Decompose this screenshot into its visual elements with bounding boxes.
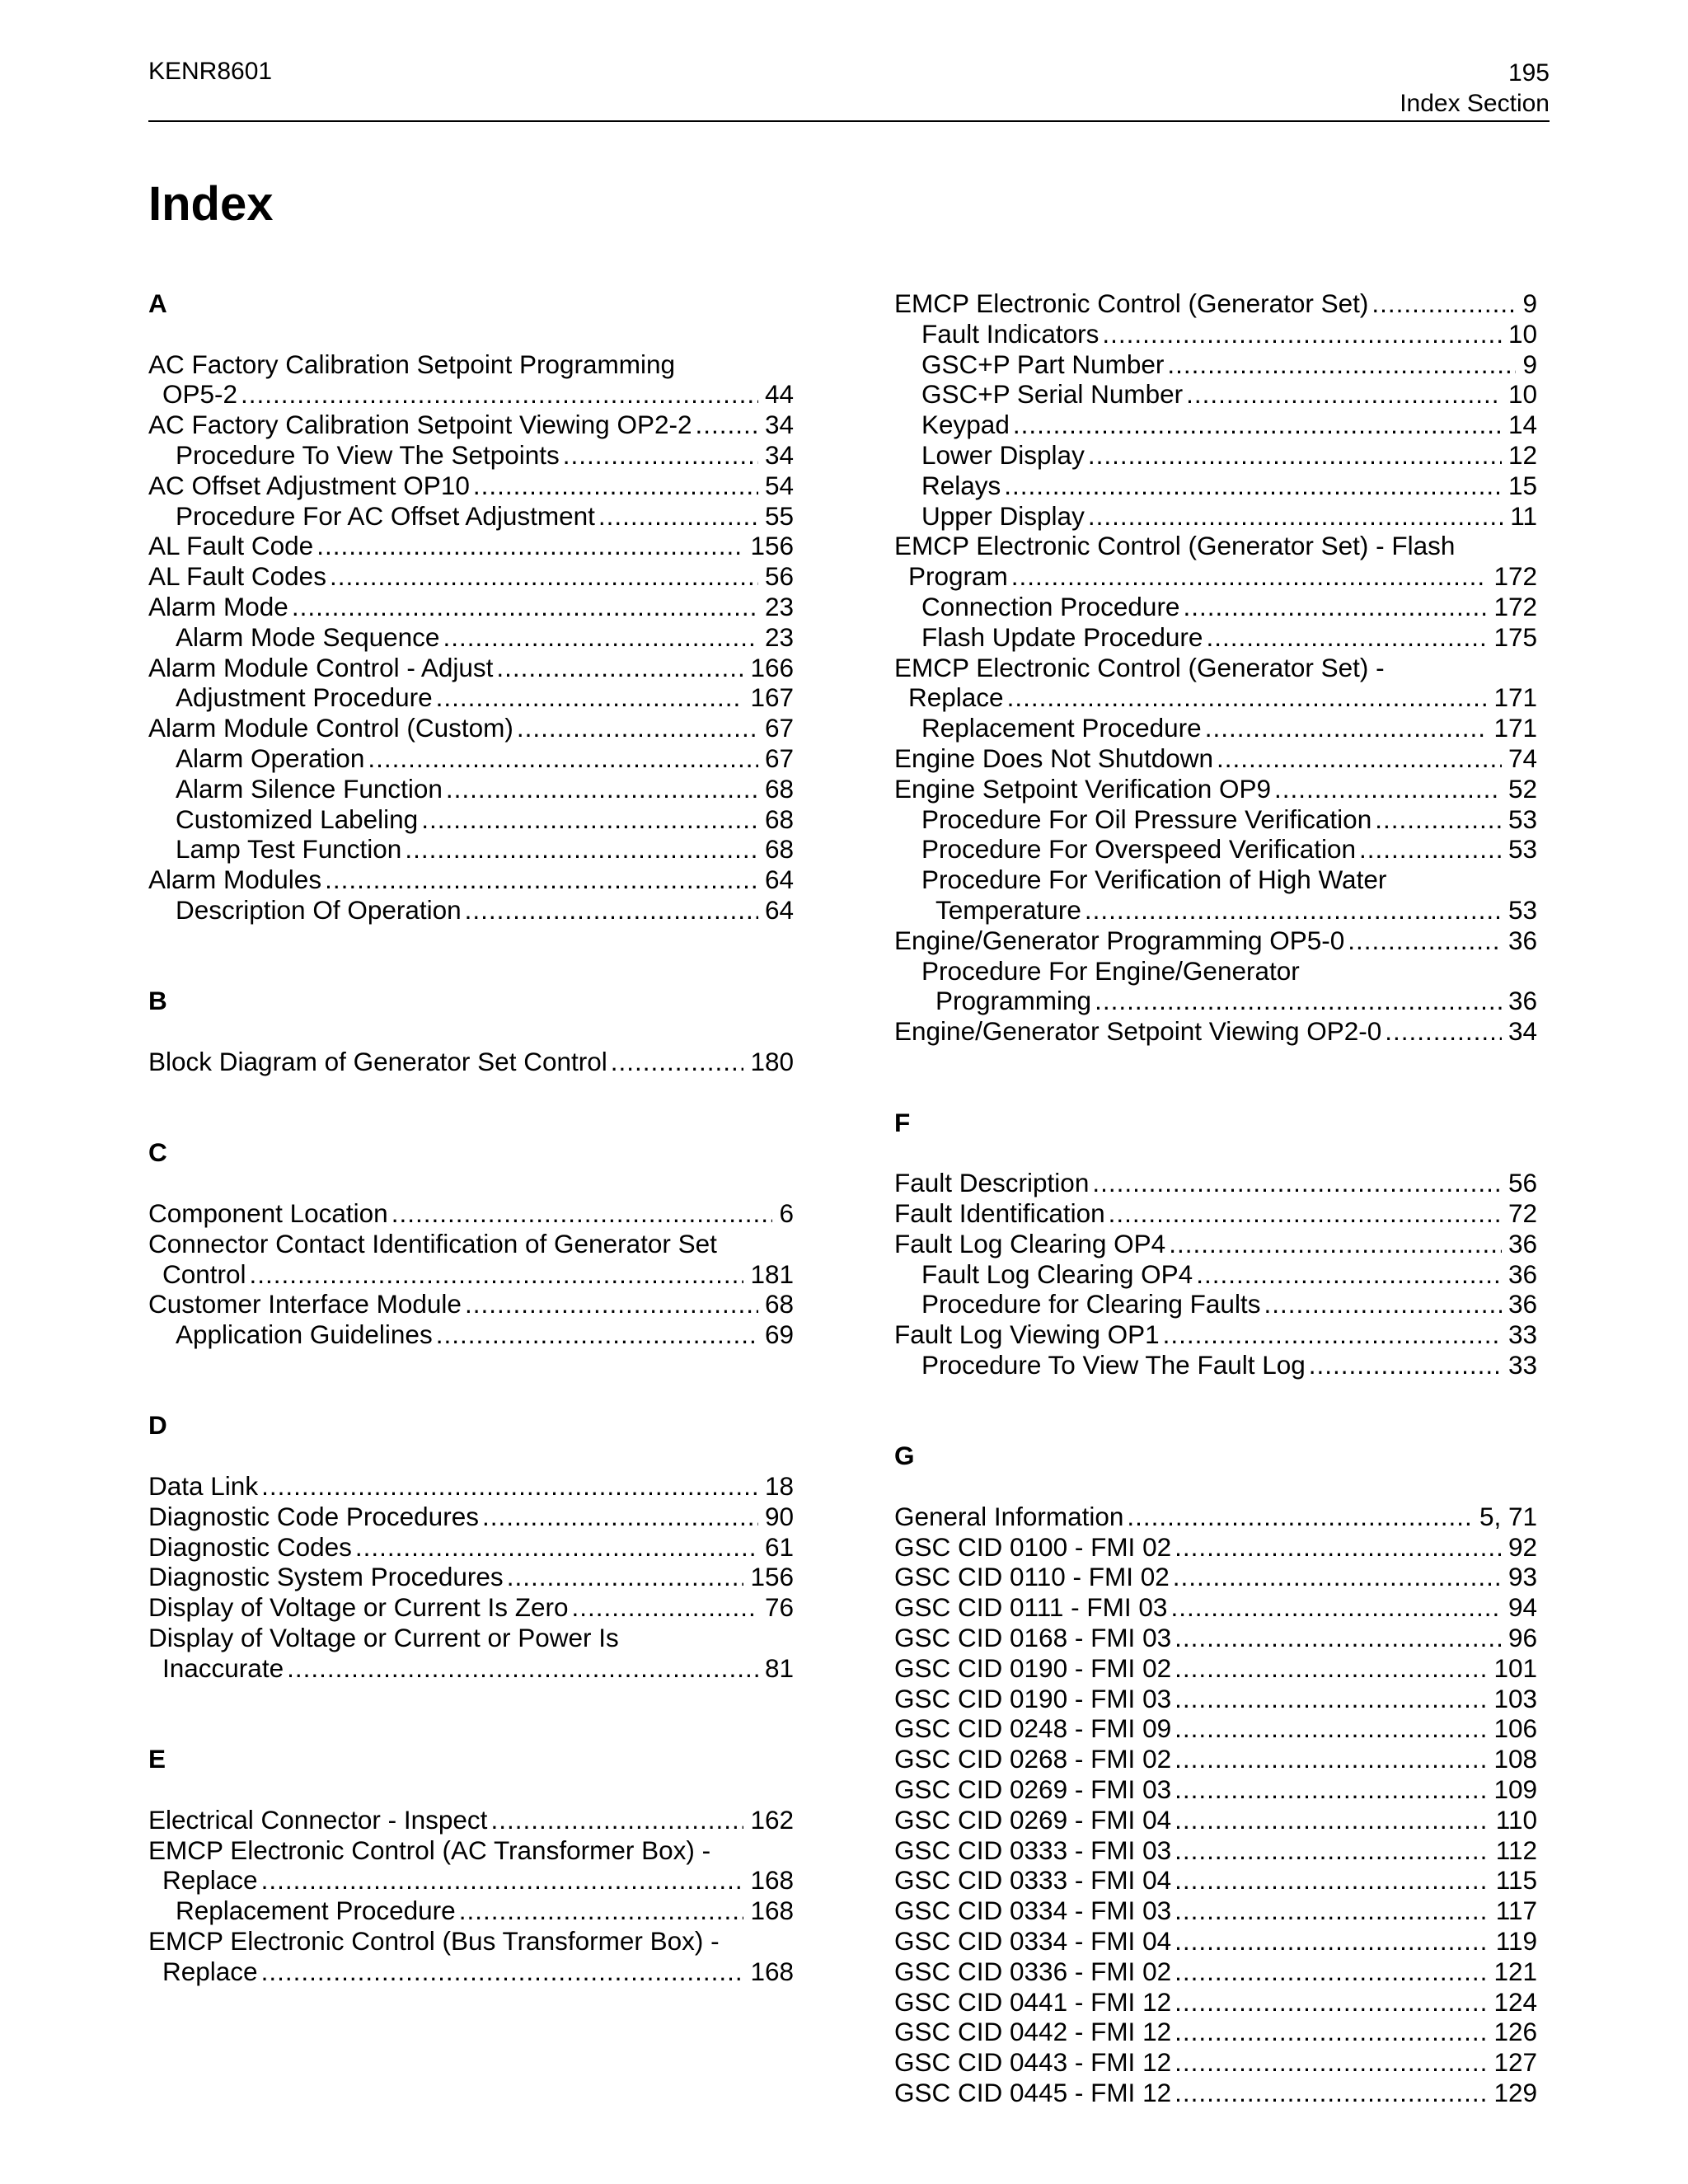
header-rule (148, 120, 1550, 122)
index-entry: GSC CID 0190 - FMI 02 ..... 101 (894, 1653, 1537, 1684)
letter-heading-f: F (894, 1107, 911, 1137)
index-entry: Fault Log Clearing OP4 ..... 36 (894, 1229, 1537, 1259)
index-subentry: GSC+P Serial Number ..... 10 (894, 379, 1537, 410)
index-subentry: Application Guidelines ..... 69 (148, 1319, 794, 1350)
index-subentry: Procedure To View The Fault Log ..... 33 (894, 1350, 1537, 1380)
page-number: 195 (1507, 59, 1550, 87)
index-entry: Connector Contact Identification of Generator Set Control ..... 181 (148, 1229, 794, 1290)
index-entry: AC Factory Calibration Setpoint Viewing OP2-2 ..... 34 (148, 410, 794, 440)
index-entry: Diagnostic Codes ..... 61 (148, 1532, 794, 1563)
index-entry: EMCP Electronic Control (Generator Set) - Replace ..... 171 (894, 653, 1537, 714)
index-entry: GSC CID 0442 - FMI 12 ..... 126 (894, 2017, 1537, 2047)
index-entry: GSC CID 0443 - FMI 12 ..... 127 (894, 2047, 1537, 2078)
letter-heading-c: C (148, 1137, 167, 1168)
page-title: Index (148, 177, 274, 231)
index-subentry: Procedure For Verification of High Water Temperature ..... 53 (894, 865, 1537, 926)
index-entry: Alarm Mode ..... 23 (148, 592, 794, 622)
index-subentry: Upper Display ..... 11 (894, 501, 1537, 532)
letter-heading-e: E (148, 1744, 166, 1774)
letter-heading-g: G (894, 1441, 915, 1471)
index-entry: GSC CID 0269 - FMI 03 ..... 109 (894, 1774, 1537, 1805)
index-subentry: Replacement Procedure ..... 168 (148, 1896, 794, 1926)
index-entry: AL Fault Code ..... 156 (148, 531, 794, 561)
index-subentry: Connection Procedure ..... 172 (894, 592, 1537, 622)
index-subentry: Procedure For Oil Pressure Verification ..... 53 (894, 804, 1537, 835)
index-entry: GSC CID 0268 - FMI 02 ..... 108 (894, 1744, 1537, 1774)
index-subentry: Alarm Operation ..... 67 (148, 743, 794, 774)
index-entry: GSC CID 0110 - FMI 02 ..... 93 (894, 1562, 1537, 1592)
index-entry: Fault Description ..... 56 (894, 1168, 1537, 1198)
index-entry: Alarm Module Control - Adjust ..... 166 (148, 653, 794, 683)
index-entry: Engine/Generator Programming OP5-0 ..... 36 (894, 926, 1537, 956)
index-subentry: Fault Log Clearing OP4 ..... 36 (894, 1259, 1537, 1290)
index-entry: EMCP Electronic Control (Generator Set) ..... 9 (894, 288, 1537, 319)
index-subentry: Alarm Silence Function ..... 68 (148, 774, 794, 804)
index-entry: GSC CID 0190 - FMI 03 ..... 103 (894, 1684, 1537, 1714)
index-subentry: Procedure For Overspeed Verification ..... 53 (894, 834, 1537, 865)
index-entry: GSC CID 0248 - FMI 09 ..... 106 (894, 1713, 1537, 1744)
index-entry: GSC CID 0445 - FMI 12 ..... 129 (894, 2078, 1537, 2108)
index-entry: GSC CID 0334 - FMI 03 ..... 117 (894, 1896, 1537, 1926)
index-entry: Data Link ..... 18 (148, 1471, 794, 1502)
index-entry: Display of Voltage or Current or Power Is Inaccurate ..... 81 (148, 1623, 794, 1684)
index-subentry: Replacement Procedure ..... 171 (894, 713, 1537, 743)
index-entry: Display of Voltage or Current Is Zero ..... 76 (148, 1592, 794, 1623)
index-entry: GSC CID 0333 - FMI 04 ..... 115 (894, 1865, 1537, 1896)
index-entry: Electrical Connector - Inspect ..... 162 (148, 1805, 794, 1835)
index-entry: Engine/Generator Setpoint Viewing OP2-0 ..... 34 (894, 1016, 1537, 1047)
index-entry: General Information ..... 5, 71 (894, 1502, 1537, 1532)
letter-heading-b: B (148, 986, 167, 1016)
index-entry: GSC CID 0168 - FMI 03 ..... 96 (894, 1623, 1537, 1653)
index-entry: Engine Setpoint Verification OP9 ..... 52 (894, 774, 1537, 804)
index-entry: GSC CID 0111 - FMI 03 ..... 94 (894, 1592, 1537, 1623)
index-subentry: Customized Labeling ..... 68 (148, 804, 794, 835)
index-subentry: Procedure for Clearing Faults ..... 36 (894, 1289, 1537, 1319)
index-entry: EMCP Electronic Control (AC Transformer Box) - Replace ..... 168 (148, 1835, 794, 1896)
index-subentry: Procedure For Engine/Generator Programming ..... 36 (894, 956, 1537, 1017)
index-subentry: Flash Update Procedure ..... 175 (894, 622, 1537, 653)
index-subentry: Fault Indicators ..... 10 (894, 319, 1537, 349)
index-entry: AC Offset Adjustment OP10 ..... 54 (148, 471, 794, 501)
index-entry: GSC CID 0100 - FMI 02 ..... 92 (894, 1532, 1537, 1563)
index-entry: AC Factory Calibration Setpoint Programming OP5-2 ..... 44 (148, 349, 794, 410)
index-entry: Block Diagram of Generator Set Control ..... 180 (148, 1047, 794, 1077)
index-entry: GSC CID 0441 - FMI 12 ..... 124 (894, 1987, 1537, 2018)
index-entry: Alarm Module Control (Custom) ..... 67 (148, 713, 794, 743)
index-entry: EMCP Electronic Control (Bus Transformer Box) - Replace ..... 168 (148, 1926, 794, 1987)
index-subentry: Lamp Test Function ..... 68 (148, 834, 794, 865)
index-subentry: Alarm Mode Sequence ..... 23 (148, 622, 794, 653)
page-header (1400, 58, 1550, 119)
index-entry: EMCP Electronic Control (Generator Set) - Flash Program ..... 172 (894, 531, 1537, 592)
index-entry: Fault Log Viewing OP1 ..... 33 (894, 1319, 1537, 1350)
index-subentry: Relays ..... 15 (894, 471, 1537, 501)
index-entry: Diagnostic System Procedures ..... 156 (148, 1562, 794, 1592)
index-entry: Fault Identification ..... 72 (894, 1198, 1537, 1229)
index-entry: GSC CID 0333 - FMI 03 ..... 112 (894, 1835, 1537, 1866)
index-subentry: Procedure For AC Offset Adjustment ..... 55 (148, 501, 794, 532)
index-column-right (894, 288, 1537, 2108)
index-entry: GSC CID 0336 - FMI 02 ..... 121 (894, 1957, 1537, 1987)
index-entry: Diagnostic Code Procedures ..... 90 (148, 1502, 794, 1532)
index-subentry: Description Of Operation ..... 64 (148, 895, 794, 926)
index-column-left (148, 288, 794, 1987)
index-subentry: Procedure To View The Setpoints ..... 34 (148, 440, 794, 471)
index-entry: Component Location ..... 6 (148, 1198, 794, 1229)
index-entry: Alarm Modules ..... 64 (148, 865, 794, 895)
index-subentry: GSC+P Part Number ..... 9 (894, 349, 1537, 380)
index-subentry: Keypad ..... 14 (894, 410, 1537, 440)
letter-heading-d: D (148, 1410, 167, 1441)
index-entry: AL Fault Codes ..... 56 (148, 561, 794, 592)
index-entry: GSC CID 0334 - FMI 04 ..... 119 (894, 1926, 1537, 1957)
index-entry: GSC CID 0269 - FMI 04 ..... 110 (894, 1805, 1537, 1835)
index-entry: Engine Does Not Shutdown ..... 74 (894, 743, 1537, 774)
index-subentry: Lower Display ..... 12 (894, 440, 1537, 471)
letter-heading-a: A (148, 288, 167, 318)
index-subentry: Adjustment Procedure ..... 167 (148, 682, 794, 713)
document-id: KENR8601 (148, 58, 273, 85)
section-name: Index Section (1400, 90, 1550, 117)
index-entry: Customer Interface Module ..... 68 (148, 1289, 794, 1319)
